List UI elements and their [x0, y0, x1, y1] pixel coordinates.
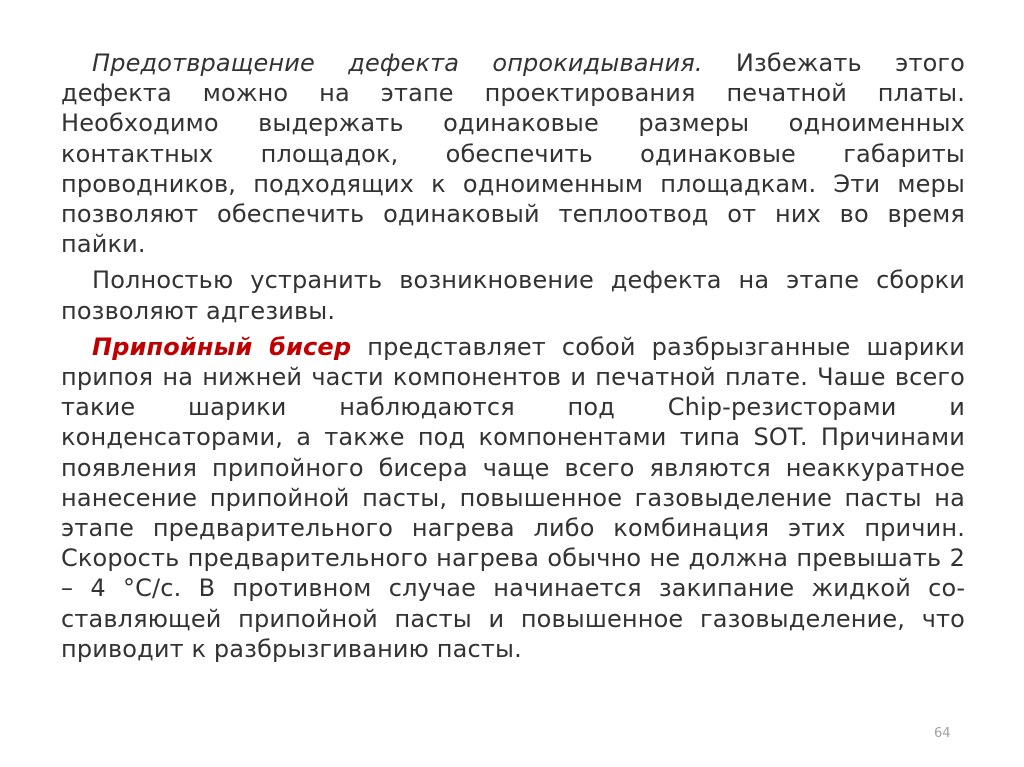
paragraph-solder-beads — [61, 332, 965, 664]
paragraph-adhesives — [61, 265, 965, 325]
paragraph-text: представляет собой разбрызганные шарики припоя на нижней части компонентов и печатной плате. Чаше всего такие шарики наблюдаются под Chip-резисторами и конденсаторами, а также под компонентами типа SOT. Причинами появления припойного бисера чаще всего являются неаккуратное нанесение припойной пасты, повышенное газовыделение пасты на этапе предварительного нагрева либо комбинация этих причин. Скорость предварительного нагрева обычно не должна превышать 2 – 4 °С/с. В противном случае начинается закипание жидкой составляющей припойной пасты и повышенное газовыделение, что приводит к разбрызгиванию пасты. — [61, 332, 965, 663]
highlighted-term: Припойный бисер — [92, 332, 352, 361]
page-number: 64 — [934, 726, 951, 741]
paragraph-lead-italic: Предотвращение дефекта опрокидывания. — [92, 49, 703, 77]
slide-body — [61, 48, 965, 670]
paragraph-rollover-prevention — [61, 48, 965, 259]
paragraph-text: Избежать этого дефекта можно на этапе проектирования печатной платы. Необходимо выдержать одинаковые размеры одноименных контактных площадок, обеспечить одинаковые габариты проводников, подходящих к одноименным площадкам. Эти меры позволяют обеспечить одинаковый теплоотвод от них во время пайки. — [61, 49, 965, 259]
paragraph-text: Полностью устранить возникновение дефекта на этапе сборки позволяют адгезивы. — [61, 266, 965, 325]
